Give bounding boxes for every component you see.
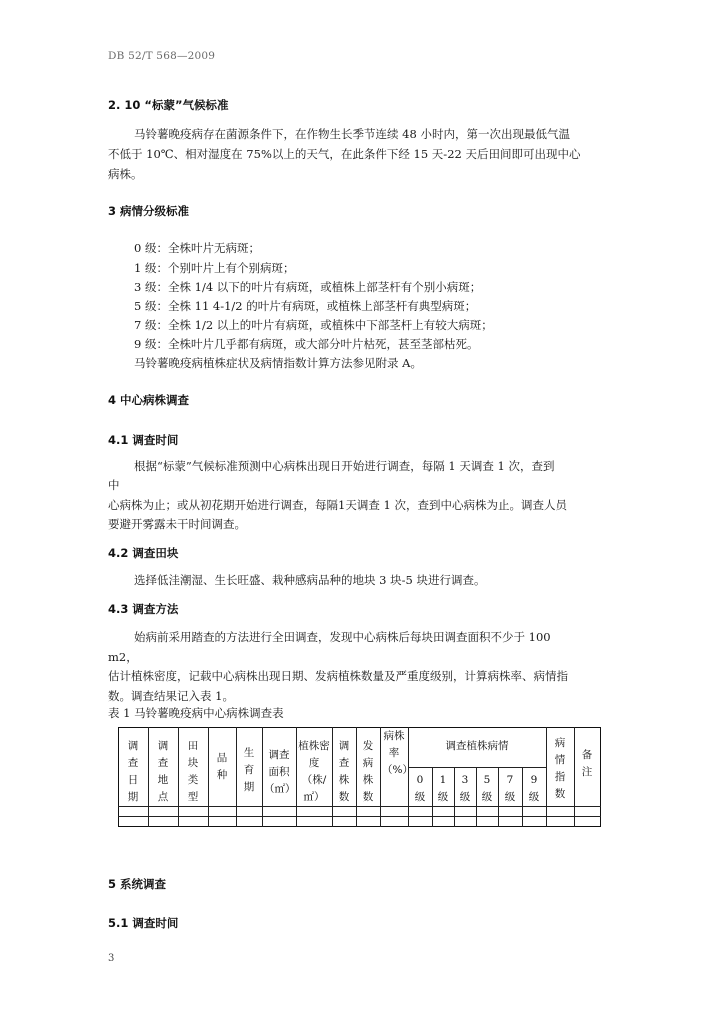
th-plants: 调查株数 [338, 740, 350, 803]
section-4-1-line: 中 [108, 478, 120, 492]
section-2-10-title: 2. 10 “标蒙”气候标准 [108, 98, 229, 112]
th-area: 调查面积（㎡） [264, 749, 296, 795]
th-remarks: 备注 [581, 749, 593, 778]
table-vline [408, 727, 409, 827]
table-vline [380, 727, 381, 827]
th-date: 调查日期 [127, 740, 139, 803]
table-vline [356, 727, 357, 827]
section-4-3-line: 估计植株密度，记载中心病株出现日期、发病植株数量及严重度级别，计算病株率、病情指 [108, 669, 568, 683]
th-grade: 3级 [459, 774, 471, 803]
grade-item: 1 级：个别叶片上有个别病斑； [134, 261, 295, 275]
section-4-1-title: 4.1 调查时间 [108, 433, 179, 447]
survey-table [118, 727, 601, 827]
grade-item: 7 级：全株 1/2 以上的叶片有病斑，或植株中下部茎杆上有较大病斑； [134, 318, 493, 332]
table-hline [408, 767, 546, 768]
section-4-2-line: 选择低洼潮湿、生长旺盛、栽种感病品种的地块 3 块-5 块进行调查。 [134, 573, 486, 587]
table-vline [332, 727, 333, 827]
th-rate: 病株率（%） [382, 730, 413, 776]
grade-item: 5 级：全株 11 4-1/2 的叶片有病斑，或植株上部茎杆有典型病斑； [134, 299, 477, 313]
th-index: 病情指数 [554, 737, 566, 800]
table-vline [522, 767, 523, 827]
page-number: 3 [108, 953, 115, 964]
th-grade: 7级 [504, 774, 516, 803]
th-grade: 0级 [414, 774, 426, 803]
th-grade: 5级 [481, 774, 493, 803]
th-grade: 1级 [437, 774, 449, 803]
doc-code: DB 52/T 568—2009 [108, 50, 216, 62]
th-grade: 9级 [528, 774, 540, 803]
th-grading: 调查植株病情 [445, 740, 509, 752]
th-variety: 品种 [216, 752, 228, 781]
section-4-3-line: m2， [108, 650, 138, 664]
section-4-3-line: 数。调查结果记入表 1。 [108, 689, 234, 703]
table-vline [296, 727, 297, 827]
table-vline [236, 727, 237, 827]
section-3-title: 3 病情分级标准 [108, 204, 190, 218]
table-vline [476, 767, 477, 827]
section-5-1-title: 5.1 调查时间 [108, 916, 179, 930]
table-vline [178, 727, 179, 827]
section-4-1-line: 心病株为止；或从初花期开始进行调查，每隔1天调查 1 次，查到中心病株为止。调查人员 [108, 498, 567, 512]
th-site: 调查地点 [157, 740, 169, 803]
table-hline [118, 806, 601, 807]
table-vline [148, 727, 149, 827]
section-4-title: 4 中心病株调查 [108, 393, 190, 407]
grade-item: 3 级：全株 1/4 以下的叶片有病斑，或植株上部茎杆有个别小病斑； [134, 280, 482, 294]
table-caption: 表 1 马铃薯晚疫病中心病株调查表 [108, 706, 284, 720]
section-2-10-line: 马铃薯晚疫病存在菌源条件下，在作物生长季节连续 48 小时内，第一次出现最低气温 [134, 127, 570, 141]
section-4-3-title: 4.3 调查方法 [108, 602, 179, 616]
section-4-1-line: 根据“标蒙”气候标准预测中心病株出现日开始进行调查，每隔 1 天调查 1 次，查到 [134, 459, 555, 473]
th-diseased: 发病株数 [362, 740, 374, 803]
table-hline [118, 816, 601, 817]
section-4-2-title: 4.2 调查田块 [108, 546, 179, 560]
grade-item: 9 级：全株叶片几乎都有病斑，或大部分叶片枯死，甚至茎部枯死。 [134, 337, 479, 351]
table-vline [498, 767, 499, 827]
section-2-10-line: 不低于 10℃、相对湿度在 75%以上的天气，在此条件下经 15 天-22 天后田间即可出现中心 [108, 147, 581, 161]
table-vline [574, 727, 575, 827]
th-density: 植株密度（株/㎡） [298, 740, 330, 803]
table-vline [454, 767, 455, 827]
section-2-10-line: 病株。 [108, 167, 143, 181]
table-vline [432, 767, 433, 827]
section-5-title: 5 系统调查 [108, 877, 167, 891]
grade-item: 0 级：全株叶片无病斑； [134, 241, 260, 255]
section-4-3-line: 始病前采用踏查的方法进行全田调查，发现中心病株后每块田调查面积不少于 100 [134, 630, 551, 644]
section-4-1-line: 要避开雾露未干时间调查。 [108, 517, 246, 531]
th-stage: 生育期 [243, 747, 255, 793]
table-vline [208, 727, 209, 827]
table-vline [546, 727, 547, 827]
grade-note: 马铃薯晚疫病植株症状及病情指数计算方法参见附录 A。 [134, 356, 422, 370]
table-vline [262, 727, 263, 827]
th-field-type: 田块类型 [187, 740, 199, 803]
